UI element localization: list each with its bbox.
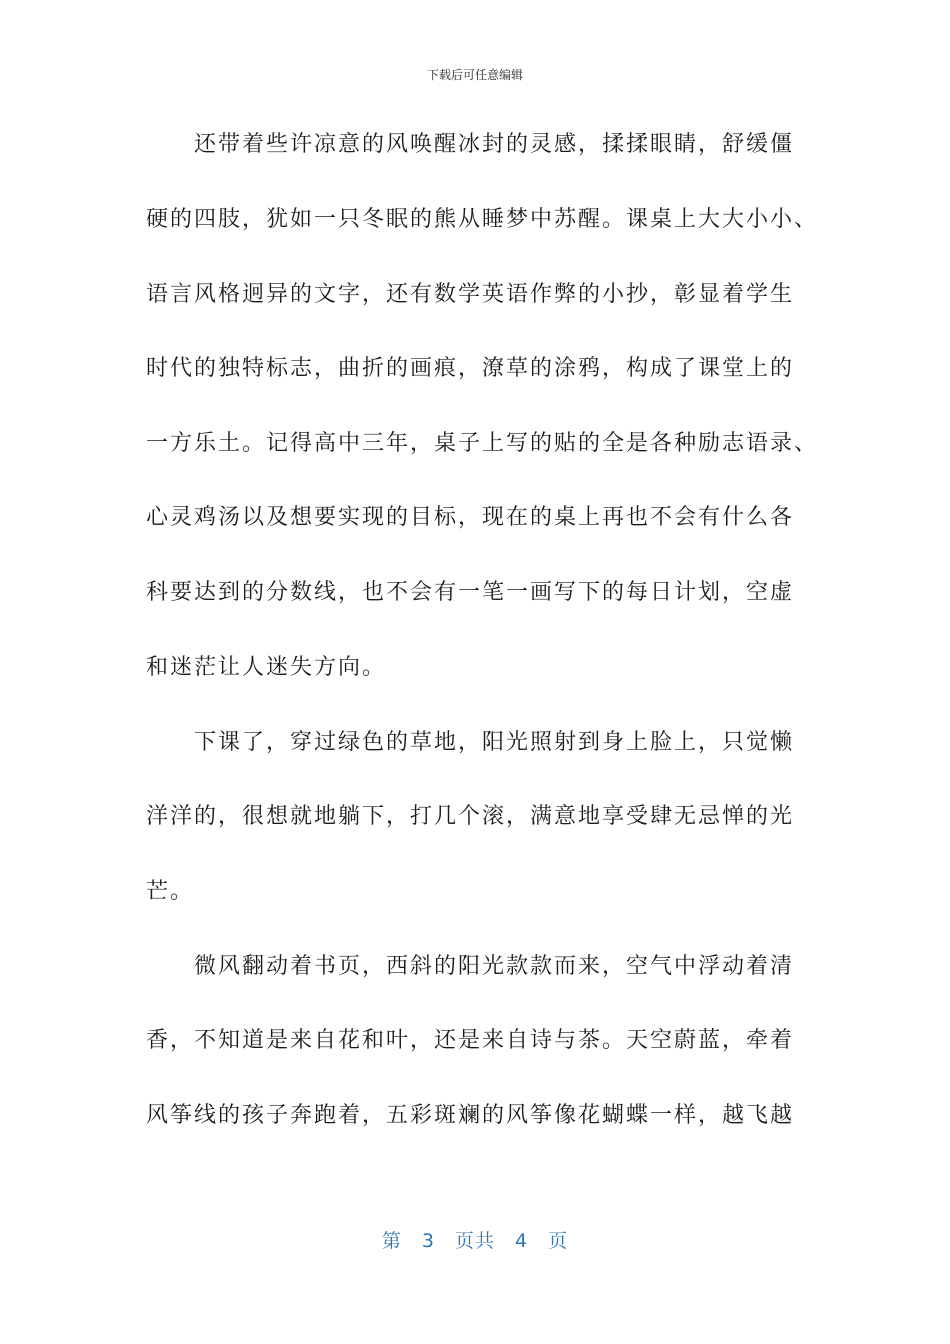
paragraph-line: 下课了，穿过绿色的草地，阳光照射到身上脸上，只觉懒 xyxy=(146,730,795,755)
paragraph-line: 微风翻动着书页，西斜的阳光款款而来，空气中浮动着清 xyxy=(146,954,795,979)
paragraph-line: 硬的四肢，犹如一只冬眠的熊从睡梦中苏醒。课桌上大大小小、 xyxy=(146,207,819,232)
paragraph-line: 语言风格迥异的文字，还有数学英语作弊的小抄，彰显着学生 xyxy=(146,282,795,307)
paragraph-line: 心灵鸡汤以及想要实现的目标，现在的桌上再也不会有什么各 xyxy=(146,505,795,530)
page-number-footer: 第 3 页共 4 页 xyxy=(381,1230,569,1252)
paragraph-line: 一方乐土。记得高中三年，桌子上写的贴的全是各种励志语录、 xyxy=(146,431,819,456)
paragraph-line: 时代的独特标志，曲折的画痕，潦草的涂鸦，构成了课堂上的 xyxy=(146,356,795,381)
paragraph-line: 还带着些许凉意的风唤醒冰封的灵感，揉揉眼睛，舒缓僵 xyxy=(146,132,795,157)
paragraph-line: 芒。 xyxy=(146,879,195,904)
paragraph-line: 洋洋的，很想就地躺下，打几个滚，满意地享受肆无忌惮的光 xyxy=(146,804,795,829)
header-note: 下载后可任意编辑 xyxy=(426,68,523,82)
paragraph-line: 和迷茫让人迷失方向。 xyxy=(146,655,387,680)
paragraph-line: 科要达到的分数线，也不会有一笔一画写下的每日计划，空虚 xyxy=(146,580,795,605)
paragraph-line: 香，不知道是来自花和叶，还是来自诗与茶。天空蔚蓝，牵着 xyxy=(146,1028,795,1053)
paragraph-line: 风筝线的孩子奔跑着，五彩斑斓的风筝像花蝴蝶一样，越飞越 xyxy=(146,1103,795,1128)
